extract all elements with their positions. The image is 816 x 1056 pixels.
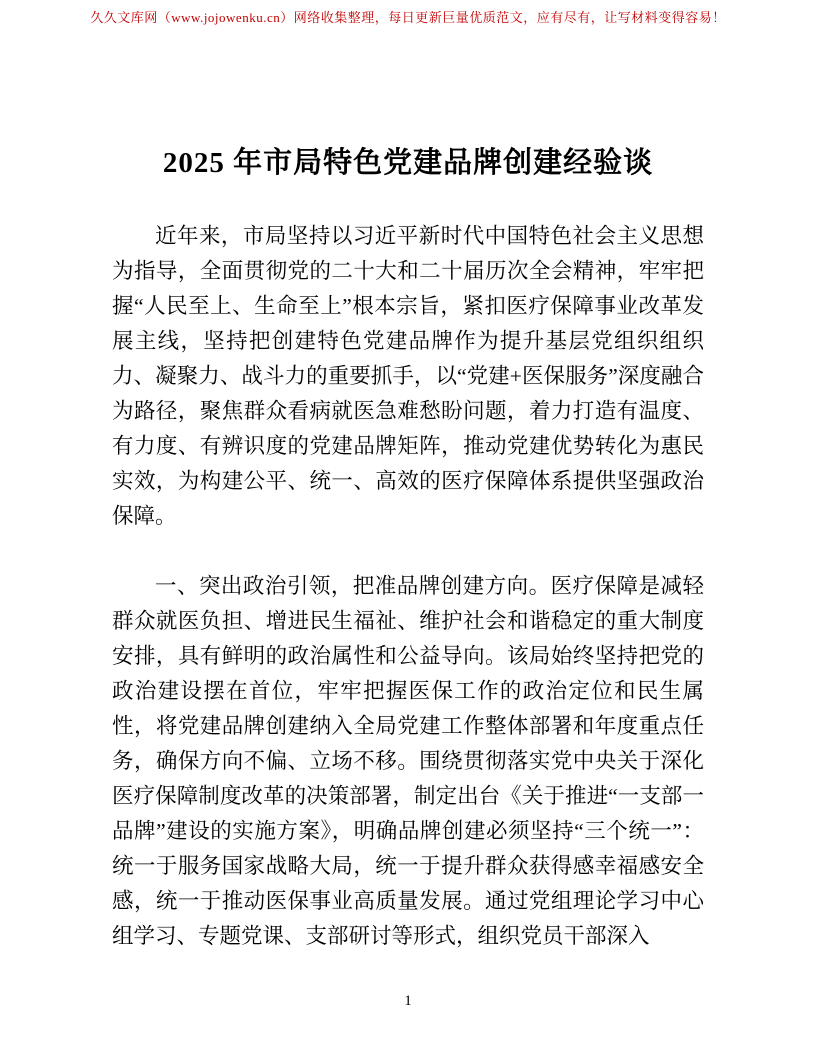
watermark-header-text: 久久文库网（www.jojowenku.cn）网络收集整理，每日更新巨量优质范文，应有尽有，让写材料变得容易！	[90, 10, 726, 25]
paragraph-section-1: 一、突出政治引领，把准品牌创建方向。医疗保障是减轻群众就医负担、增进民生福祉、维护社会和谐稳定的重大制度安排，具有鲜明的政治属性和公益导向。该局始终坚持把党的政治建设摆在首位，牢牢把握医保工作的政治定位和民生属性，将党建品牌创建纳入全局党建工作整体部署和年度重点任务，确保方向不偏、立场不移。围绕贯彻落实党中央关于深化医疗保障制度改革的决策部署，制定出台《关于推进“一支部一品牌”建设的实施方案》，明确品牌创建必须坚持“三个统一”：统一于服务国家战略大局，统一于提升群众获得感幸福感安全感，统一于推动医保事业高质量发展。通过党组理论学习中心组学习、专题党课、支部研讨等形式，组织党员干部深入	[112, 574, 704, 948]
page-title: 2025 年市局特色党建品牌创建经验谈	[162, 147, 654, 179]
page-number: 1	[404, 993, 412, 1009]
paragraph-intro: 近年来，市局坚持以习近平新时代中国特色社会主义思想为指导，全面贯彻党的二十大和二十届历次全会精神，牢牢把握“人民至上、生命至上”根本宗旨，紧扣医疗保障事业改革发展主线，坚持把创建特色党建品牌作为提升基层党组织组织力、凝聚力、战斗力的重要抓手，以“党建+医保服务”深度融合为路径，聚焦群众看病就医急难愁盼问题，着力打造有温度、有力度、有辨识度的党建品牌矩阵，推动党建优势转化为惠民实效，为构建公平、统一、高效的医疗保障体系提供坚强政治保障。	[112, 224, 704, 528]
document-body	[0, 219, 816, 954]
